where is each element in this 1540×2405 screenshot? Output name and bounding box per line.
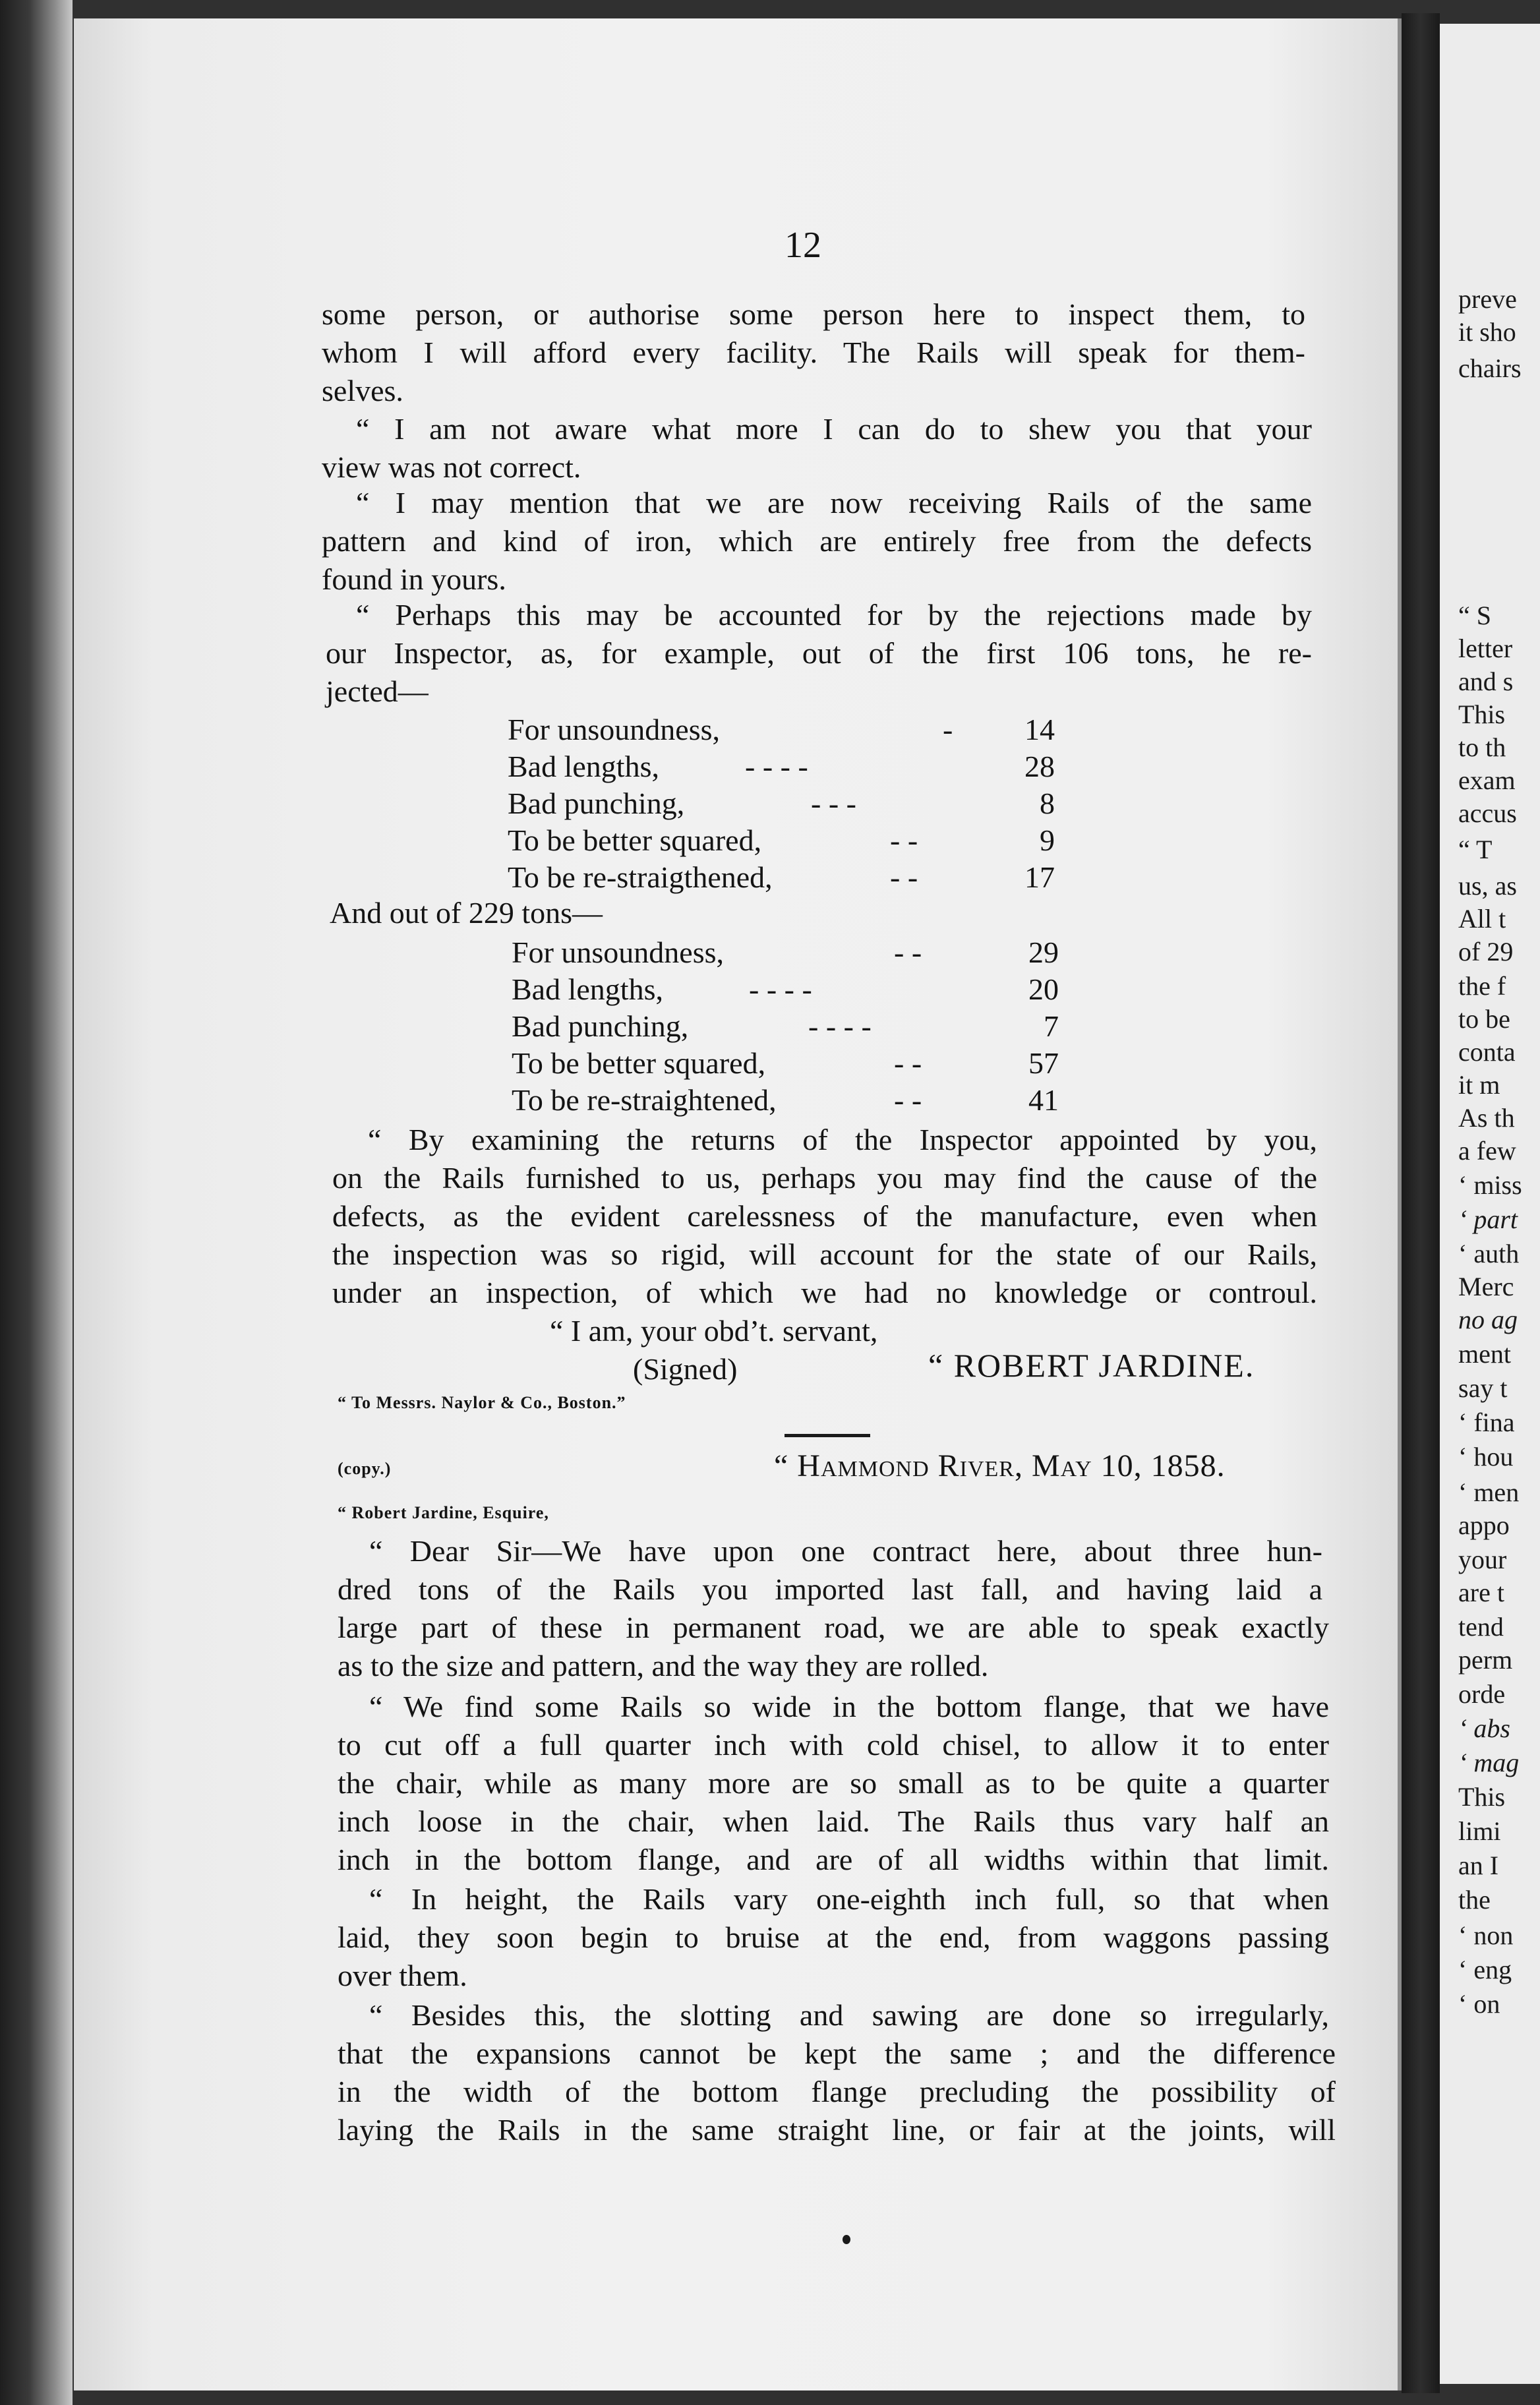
- signed-label: (Signed): [633, 1352, 738, 1386]
- adjacent-page-text: ‘ on: [1458, 1989, 1500, 2019]
- adjacent-page-text: This: [1458, 699, 1506, 729]
- adjacent-page-text: an I: [1458, 1851, 1499, 1880]
- adjacent-page-text: tend: [1458, 1612, 1504, 1642]
- adjacent-page-text: exam: [1458, 765, 1516, 795]
- adjacent-page-text: perm: [1458, 1645, 1513, 1675]
- page-number: 12: [785, 225, 821, 266]
- text-line: some person, or authorise some person here to inspect them, to: [322, 297, 1305, 331]
- adjacent-page-text: the f: [1458, 971, 1506, 1001]
- adjacent-page-text: ‘ mag: [1458, 1748, 1520, 1777]
- adjacent-page-text: conta: [1458, 1037, 1516, 1067]
- adjacent-page-text: ‘ hou: [1458, 1442, 1514, 1471]
- text-line: selves.: [322, 374, 403, 407]
- addressee: “ To Messrs. Naylor & Co., Boston.”: [338, 1393, 626, 1412]
- adjacent-page-text: ‘ eng: [1458, 1955, 1512, 1984]
- adjacent-page-text: accus: [1458, 798, 1517, 828]
- adjacent-page-text: to be: [1458, 1004, 1510, 1034]
- adjacent-page-text: are t: [1458, 1578, 1504, 1607]
- text-line: inch in the bottom flange, and are of all widths within that limit.: [338, 1843, 1329, 1876]
- adjacent-page-text: preve: [1458, 284, 1517, 314]
- text-line: pattern and kind of iron, which are entirely free from the defects: [322, 524, 1312, 558]
- text-line: “ By examining the returns of the Inspector appointed by you,: [368, 1123, 1317, 1156]
- adjacent-page-text: ‘ men: [1458, 1477, 1520, 1507]
- text-line: laying the Rails in the same straight line, or fair at the joints, will: [338, 2113, 1336, 2147]
- closing: “ I am, your obd’t. servant,: [550, 1314, 878, 1348]
- text-line: on the Rails furnished to us, perhaps you may find the cause of the: [332, 1161, 1317, 1195]
- text-line: jected—: [326, 674, 429, 708]
- text-line: “ Besides this, the slotting and sawing are done so irregularly,: [369, 1998, 1329, 2032]
- divider-rule: [785, 1434, 870, 1437]
- adjacent-page-text: ‘ auth: [1458, 1239, 1520, 1268]
- text-line: the chair, while as many more are so small as to be quite a quarter: [338, 1766, 1329, 1800]
- adjacent-page-text: ‘ part: [1458, 1204, 1518, 1234]
- copy-label: (copy.): [338, 1459, 392, 1478]
- text-line: “ Perhaps this may be accounted for by the rejections made by: [356, 598, 1312, 632]
- adjacent-page-text: and s: [1458, 667, 1514, 696]
- text-line: laid, they soon begin to bruise at the end, from waggons passing: [338, 1920, 1329, 1954]
- text-line: under an inspection, of which we had no knowledge or controul.: [332, 1276, 1317, 1309]
- adjacent-page-text: ‘ fina: [1458, 1408, 1515, 1437]
- signature: “ ROBERT JARDINE.: [928, 1347, 1255, 1384]
- adjacent-page-text: a few: [1458, 1136, 1516, 1166]
- salutation: “ Robert Jardine, Esquire,: [338, 1503, 549, 1522]
- text-line: our Inspector, as, for example, out of the first 106 tons, he re-: [326, 636, 1312, 670]
- adjacent-page-text: ment: [1458, 1339, 1511, 1369]
- letter-dateline: “ Hammond River, May 10, 1858.: [774, 1448, 1226, 1483]
- adjacent-page-text: limi: [1458, 1816, 1501, 1846]
- adjacent-page-text: ‘ abs: [1458, 1713, 1510, 1743]
- text-line: the inspection was so rigid, will account for the state of our Rails,: [332, 1237, 1317, 1271]
- adjacent-page-text: ‘ non: [1458, 1920, 1514, 1950]
- adjacent-page-text: “ T: [1458, 835, 1493, 864]
- text-line: that the expansions cannot be kept the same ; and the difference: [338, 2036, 1336, 2070]
- adjacent-page-text: your: [1458, 1545, 1507, 1574]
- text-line: defects, as the evident carelessness of the manufacture, even when: [332, 1199, 1317, 1233]
- adjacent-page-text: no ag: [1458, 1305, 1518, 1334]
- adjacent-page-text: Merc: [1458, 1272, 1514, 1301]
- text-line: “ We find some Rails so wide in the bottom flange, that we have: [369, 1690, 1329, 1723]
- text-line: And out of 229 tons—: [330, 896, 603, 930]
- text-line: view was not correct.: [322, 450, 581, 484]
- text-line: in the width of the bottom flange precluding the possibility of: [338, 2075, 1336, 2108]
- adjacent-page-text: the: [1458, 1885, 1491, 1915]
- adjacent-page-fragment: [1440, 24, 1540, 2384]
- text-line: “ Dear Sir—We have upon one contract here, about three hun-: [369, 1534, 1322, 1568]
- adjacent-page-text: This: [1458, 1782, 1506, 1812]
- adjacent-page-text: to th: [1458, 732, 1506, 762]
- text-line: to cut off a full quarter inch with cold chisel, to allow it to enter: [338, 1728, 1329, 1762]
- adjacent-page-text: orde: [1458, 1679, 1506, 1709]
- text-line: whom I will afford every facility. The Rails will speak for them-: [322, 336, 1305, 369]
- text-line: as to the size and pattern, and the way they are rolled.: [338, 1649, 989, 1682]
- page-gutter: [1402, 13, 1440, 2393]
- adjacent-page-text: it m: [1458, 1070, 1500, 1100]
- adjacent-page-text: All t: [1458, 904, 1506, 934]
- adjacent-page-text: chairs: [1458, 353, 1522, 383]
- text-line: over them.: [338, 1959, 467, 1992]
- text-line: “ I may mention that we are now receiving Rails of the same: [356, 486, 1312, 520]
- print-mark: [843, 2235, 850, 2244]
- adjacent-page-text: of 29: [1458, 937, 1514, 966]
- adjacent-page-text: it sho: [1458, 317, 1516, 347]
- book-binding-edge: [0, 0, 73, 2405]
- adjacent-page-text: letter: [1458, 634, 1513, 663]
- text-line: large part of these in permanent road, we are able to speak exactly: [338, 1611, 1329, 1644]
- adjacent-page-text: As th: [1458, 1103, 1515, 1133]
- text-line: inch loose in the chair, when laid. The Rails thus vary half an: [338, 1804, 1329, 1838]
- text-line: found in yours.: [322, 562, 506, 596]
- text-line: “ I am not aware what more I can do to shew you that your: [356, 412, 1312, 446]
- adjacent-page-text: us, as: [1458, 871, 1517, 901]
- text-line: “ In height, the Rails vary one-eighth inch full, so that when: [369, 1882, 1329, 1916]
- adjacent-page-text: “ S: [1458, 601, 1491, 630]
- adjacent-page-text: say t: [1458, 1373, 1508, 1403]
- adjacent-page-text: appo: [1458, 1510, 1510, 1540]
- adjacent-page-text: ‘ miss: [1458, 1170, 1522, 1200]
- text-line: dred tons of the Rails you imported last fall, and having laid a: [338, 1572, 1322, 1606]
